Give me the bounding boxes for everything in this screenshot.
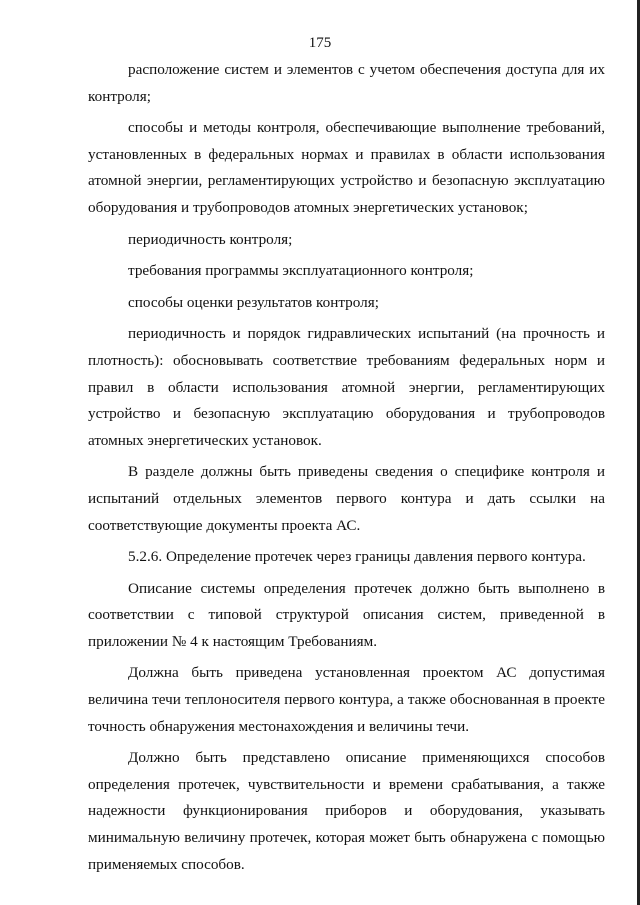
- paragraph-section-specifics: В разделе должны быть приведены сведения о специфике контроля и испытаний отдельных элементов первого контура и дать ссылки на соответствующие документы проекта АС.: [88, 463, 605, 534]
- paragraph-leak-detection-methods: Должно быть представлено описание применяющихся способов определения протечек, чувствительности и времени срабатывания, а также надежности функционирования приборов и оборудования, указывать минимальную величину протечек, которая может быть обнаружена с помощью применяемых способов.: [88, 749, 605, 873]
- paragraph-program-requirements: требования программы эксплуатационного контроля;: [128, 262, 474, 280]
- paragraph-control-methods: способы и методы контроля, обеспечивающие выполнение требований, установленных в федеральных нормах и правилах в области использования атомной энергии, регламентирующих устройство и безопасную эксплуатацию оборудования и трубопроводов атомных энергетических установок;: [88, 119, 605, 216]
- page-number: 175: [308, 35, 332, 51]
- document-body: [88, 57, 605, 883]
- paragraph-evaluation-methods: способы оценки результатов контроля;: [128, 293, 379, 311]
- paragraph-access-layout: расположение систем и элементов с учетом обеспечения доступа для их контроля;: [88, 61, 605, 105]
- paragraph-control-periodicity: периодичность контроля;: [128, 230, 293, 248]
- paragraph-leak-system-description: Описание системы определения протечек должно быть выполнено в соответствии с типовой структурой описания систем, приведенной в приложении № 4 к настоящим Требованиям.: [88, 579, 605, 650]
- section-heading-5-2-6: 5.2.6. Определение протечек через границы давления первого контура.: [128, 548, 586, 566]
- paragraph-allowed-leak-value: Должна быть приведена установленная проектом АС допустимая величина течи теплоносителя первого контура, а также обоснованная в проекте точность обнаружения местонахождения и величины течи.: [88, 664, 605, 735]
- paragraph-hydraulic-tests: периодичность и порядок гидравлических испытаний (на прочность и плотность): обосновывать соответствие требованиям федеральных норм и правил в области использования атомной энергии, регламентирующих устройство и безопасную эксплуатацию оборудования и трубопроводов атомных энергетических установок.: [88, 325, 605, 449]
